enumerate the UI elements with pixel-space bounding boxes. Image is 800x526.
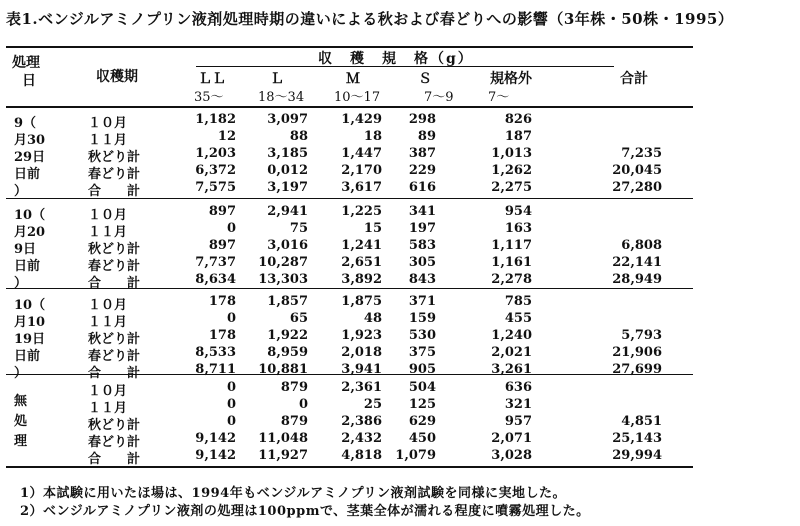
table-cell: 1,079 bbox=[395, 448, 436, 463]
table-cell: 2,170 bbox=[341, 163, 382, 178]
table-row-period: １０月 bbox=[88, 298, 128, 313]
table-cell: 12 bbox=[217, 129, 236, 144]
table-cell: 2,432 bbox=[341, 431, 382, 446]
table-cell: 187 bbox=[504, 129, 532, 144]
table-cell-total: 5,793 bbox=[621, 328, 662, 343]
table-cell: 75 bbox=[289, 221, 308, 236]
group-0-date-line: 9（ bbox=[14, 116, 37, 131]
table-row-period: 春どり計 bbox=[88, 259, 141, 274]
table-cell: 178 bbox=[208, 294, 236, 309]
table-cell: 897 bbox=[208, 238, 236, 253]
header-col-1-name: Ｌ bbox=[270, 71, 284, 87]
table-row-period: 春どり計 bbox=[88, 349, 141, 364]
group-1-date-line: 日前 bbox=[14, 259, 41, 274]
table-row-period: 合 計 bbox=[88, 276, 141, 291]
header-col-2-name: Ｍ bbox=[346, 71, 360, 87]
note-2: 2）ベンジルアミノプリン液剤の処理は100ppmで、茎葉全体が濡れる程度に噴霧処理した。 bbox=[20, 504, 590, 519]
table-row-period: 春どり計 bbox=[88, 435, 141, 450]
table-cell: 3,016 bbox=[267, 238, 308, 253]
table-cell: 10,881 bbox=[258, 362, 308, 377]
header-col-3-name: Ｓ bbox=[418, 71, 432, 87]
header-col-4-name: 規格外 bbox=[490, 71, 532, 87]
table-cell: 2,386 bbox=[341, 414, 382, 429]
table-cell: 1,240 bbox=[491, 328, 532, 343]
table-cell: 25 bbox=[363, 397, 382, 412]
header-col-0-name: ＬＬ bbox=[198, 71, 226, 87]
table-cell: 0 bbox=[226, 380, 236, 395]
table-cell: 954 bbox=[504, 204, 532, 219]
table-row-period: １１月 bbox=[88, 401, 128, 416]
table-cell: 8,533 bbox=[195, 345, 236, 360]
table-cell-total: 28,949 bbox=[612, 272, 662, 287]
table-cell: 957 bbox=[504, 414, 532, 429]
table-cell: 785 bbox=[504, 294, 532, 309]
table-cell: 341 bbox=[408, 204, 436, 219]
group-1-date-line: 10（ bbox=[14, 208, 46, 223]
table-cell: 1,922 bbox=[267, 328, 308, 343]
table-cell: 879 bbox=[280, 414, 308, 429]
table-row-period: １１月 bbox=[88, 225, 128, 240]
table-cell: 11,927 bbox=[258, 448, 308, 463]
table-cell: 636 bbox=[504, 380, 532, 395]
group-2-date-line: 月10 bbox=[14, 315, 46, 330]
table-cell: 1,429 bbox=[341, 112, 382, 127]
table-row-period: 秋どり計 bbox=[88, 418, 141, 433]
table-cell: 1,161 bbox=[491, 255, 532, 270]
table-cell: 18 bbox=[363, 129, 382, 144]
table-cell: 0 bbox=[226, 414, 236, 429]
table-cell: 387 bbox=[408, 146, 436, 161]
table-cell: 1,857 bbox=[267, 294, 308, 309]
group-1-date-line: 月20 bbox=[14, 225, 46, 240]
header-treat-1: 処理 bbox=[12, 55, 40, 71]
table-row-period: １０月 bbox=[88, 384, 128, 399]
table-cell: 229 bbox=[408, 163, 436, 178]
table-cell: 89 bbox=[417, 129, 436, 144]
table-cell: 6,372 bbox=[195, 163, 236, 178]
table-cell-total: 29,994 bbox=[612, 448, 662, 463]
table-cell: 2,018 bbox=[341, 345, 382, 360]
table-cell: 3,197 bbox=[267, 180, 308, 195]
header-col-2-range: 10～17 bbox=[334, 90, 381, 105]
table-cell: 3,617 bbox=[341, 180, 382, 195]
table-cell: 0 bbox=[298, 397, 308, 412]
header-span-title: 収 穫 規 格（g） bbox=[318, 51, 474, 67]
table-cell: 10,287 bbox=[258, 255, 308, 270]
table-cell: 305 bbox=[408, 255, 436, 270]
table-cell-total: 20,045 bbox=[612, 163, 662, 178]
header-harvest: 収穫期 bbox=[96, 69, 138, 85]
table-cell: 1,117 bbox=[491, 238, 532, 253]
table-cell: 7,575 bbox=[195, 180, 236, 195]
table-cell-total: 6,808 bbox=[621, 238, 662, 253]
table-cell: 1,203 bbox=[195, 146, 236, 161]
header-total: 合計 bbox=[620, 71, 648, 87]
table-cell: 321 bbox=[504, 397, 532, 412]
table-row-period: 合 計 bbox=[88, 184, 141, 199]
table-cell: 1,241 bbox=[341, 238, 382, 253]
group-2-date-line: 日前 bbox=[14, 349, 41, 364]
table-cell: 879 bbox=[280, 380, 308, 395]
group-3-date-line: 理 bbox=[14, 434, 28, 449]
table-cell: 2,275 bbox=[491, 180, 532, 195]
table-cell: 3,185 bbox=[267, 146, 308, 161]
table-cell: 2,361 bbox=[341, 380, 382, 395]
table-row-period: 合 計 bbox=[88, 366, 141, 381]
table-cell: 3,892 bbox=[341, 272, 382, 287]
group-0-date-line: ） bbox=[14, 184, 28, 199]
table-cell: 8,959 bbox=[267, 345, 308, 360]
group-0-date-line: 月30 bbox=[14, 133, 46, 148]
table-cell: 3,941 bbox=[341, 362, 382, 377]
table-cell: 159 bbox=[408, 311, 436, 326]
table-cell-total: 21,906 bbox=[612, 345, 662, 360]
table-cell: 1,262 bbox=[491, 163, 532, 178]
table-row-period: 春どり計 bbox=[88, 167, 141, 182]
table-cell: 8,634 bbox=[195, 272, 236, 287]
table-cell: 0 bbox=[226, 311, 236, 326]
table-cell: 629 bbox=[408, 414, 436, 429]
table-cell: 0,012 bbox=[267, 163, 308, 178]
table-cell: 8,711 bbox=[195, 362, 236, 377]
table-cell: 2,941 bbox=[267, 204, 308, 219]
table-cell: 1,182 bbox=[195, 112, 236, 127]
group-1-date-line: 9日 bbox=[14, 242, 37, 257]
group-2-date-line: 10（ bbox=[14, 298, 46, 313]
table-cell: 504 bbox=[408, 380, 436, 395]
table-cell: 450 bbox=[408, 431, 436, 446]
table-cell: 11,048 bbox=[258, 431, 308, 446]
group-3-date-line: 処 bbox=[14, 414, 28, 429]
table-cell: 1,225 bbox=[341, 204, 382, 219]
table-title: 表1.ベンジルアミノプリン液剤処理時期の違いによる秋および春どりへの影響（3年株・50株・1995） bbox=[6, 10, 734, 28]
table-row-period: 秋どり計 bbox=[88, 332, 141, 347]
table-cell: 125 bbox=[408, 397, 436, 412]
table-cell: 7,737 bbox=[195, 255, 236, 270]
table-cell: 905 bbox=[408, 362, 436, 377]
table-cell-total: 22,141 bbox=[612, 255, 662, 270]
table-cell: 1,447 bbox=[341, 146, 382, 161]
table-cell: 48 bbox=[363, 311, 382, 326]
table-cell-total: 27,280 bbox=[612, 180, 662, 195]
table-cell-total: 27,699 bbox=[612, 362, 662, 377]
table-cell: 13,303 bbox=[258, 272, 308, 287]
header-treat-2: 日 bbox=[22, 73, 36, 89]
table-cell: 530 bbox=[408, 328, 436, 343]
table-cell: 4,818 bbox=[341, 448, 382, 463]
header-rule bbox=[6, 106, 693, 108]
table-cell: 2,071 bbox=[491, 431, 532, 446]
table-cell-total: 7,235 bbox=[621, 146, 662, 161]
table-cell: 163 bbox=[504, 221, 532, 236]
group-2-date-line: ） bbox=[14, 366, 28, 381]
table-row-period: １１月 bbox=[88, 315, 128, 330]
table-row-period: 秋どり計 bbox=[88, 242, 141, 257]
group-3-date-line: 無 bbox=[14, 394, 28, 409]
table-cell: 178 bbox=[208, 328, 236, 343]
table-cell: 897 bbox=[208, 204, 236, 219]
table-cell: 0 bbox=[226, 221, 236, 236]
note-1: 1）本試験に用いたほ場は、1994年もベンジルアミノプリン液剤試験を同様に実地した。 bbox=[20, 486, 567, 501]
table-cell: 197 bbox=[408, 221, 436, 236]
table-cell: 616 bbox=[408, 180, 436, 195]
header-col-3-range: 7～9 bbox=[424, 90, 454, 105]
table-cell: 298 bbox=[408, 112, 436, 127]
table-cell: 1,013 bbox=[491, 146, 532, 161]
header-col-1-range: 18～34 bbox=[258, 90, 305, 105]
header-col-0-range: 35～ bbox=[194, 90, 224, 105]
table-cell: 455 bbox=[504, 311, 532, 326]
table-cell: 9,142 bbox=[195, 448, 236, 463]
table-cell: 3,097 bbox=[267, 112, 308, 127]
table-cell: 826 bbox=[504, 112, 532, 127]
table-row-period: 秋どり計 bbox=[88, 150, 141, 165]
table-cell: 583 bbox=[408, 238, 436, 253]
group-0-date-line: 日前 bbox=[14, 167, 41, 182]
table-cell: 371 bbox=[408, 294, 436, 309]
table-cell: 843 bbox=[408, 272, 436, 287]
table-row-period: 合 計 bbox=[88, 452, 141, 467]
table-cell: 2,651 bbox=[341, 255, 382, 270]
table-cell: 3,261 bbox=[491, 362, 532, 377]
table-cell: 15 bbox=[363, 221, 382, 236]
table-row-period: １０月 bbox=[88, 116, 128, 131]
table-cell: 1,875 bbox=[341, 294, 382, 309]
table-cell: 65 bbox=[289, 311, 308, 326]
table-row-period: １０月 bbox=[88, 208, 128, 223]
header-col-4-range: 7～ bbox=[488, 90, 510, 105]
table-cell: 9,142 bbox=[195, 431, 236, 446]
table-cell: 375 bbox=[408, 345, 436, 360]
group-1-date-line: ） bbox=[14, 276, 28, 291]
table-cell: 2,278 bbox=[491, 272, 532, 287]
group-2-date-line: 19日 bbox=[14, 332, 46, 347]
table-cell-total: 4,851 bbox=[621, 414, 662, 429]
table-cell: 1,923 bbox=[341, 328, 382, 343]
table-cell: 2,021 bbox=[491, 345, 532, 360]
table-row-period: １１月 bbox=[88, 133, 128, 148]
table-cell: 3,028 bbox=[491, 448, 532, 463]
group-0-date-line: 29日 bbox=[14, 150, 46, 165]
table-cell: 88 bbox=[289, 129, 308, 144]
table-cell-total: 25,143 bbox=[612, 431, 662, 446]
table-cell: 0 bbox=[226, 397, 236, 412]
